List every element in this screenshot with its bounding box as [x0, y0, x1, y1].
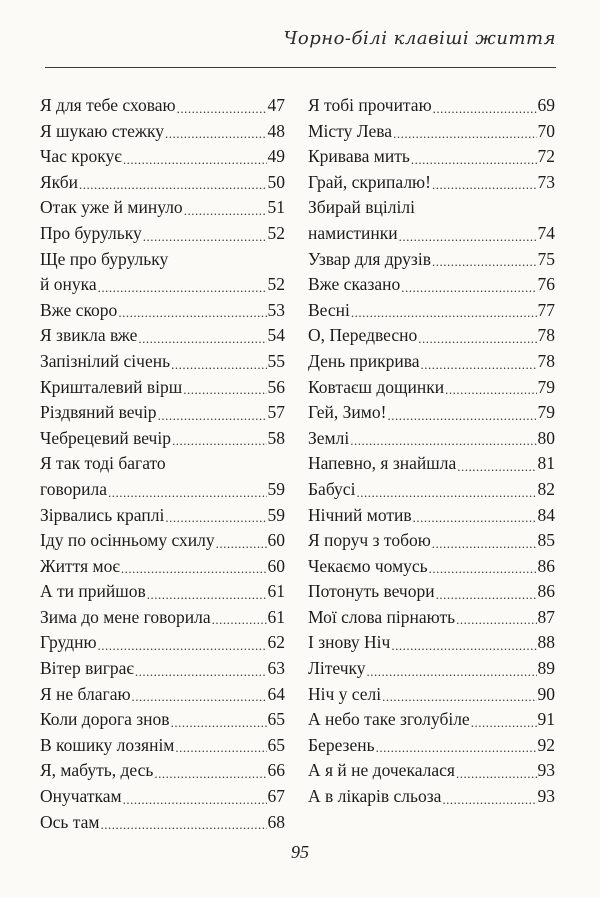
toc-entry-title: Я для тебе сховаю [40, 95, 176, 115]
toc-entry-page: 60 [267, 555, 285, 576]
toc-entry [308, 656, 555, 682]
toc-entry [308, 733, 555, 759]
dot-leader [471, 713, 537, 733]
toc-entry [40, 707, 285, 733]
toc-entry-title: Гей, Зимо! [308, 402, 387, 423]
dot-leader [367, 662, 537, 682]
toc-entry-page: 78 [537, 350, 555, 371]
dot-leader [387, 406, 536, 426]
toc-entry-title: говорила [40, 478, 108, 499]
toc-entry [40, 195, 285, 221]
toc-entry-title: Ніч у селі [308, 683, 382, 704]
toc-entry [308, 298, 555, 324]
dot-leader [138, 329, 266, 349]
toc-entry-page: 63 [267, 658, 285, 679]
dot-leader [147, 585, 267, 605]
dot-leader [123, 150, 267, 170]
dot-leader [432, 252, 537, 272]
toc-entry-title: Грай, скрипалю! [308, 171, 431, 192]
toc-entry-title: й онука [40, 274, 97, 295]
toc-entry-title: Ковтаєш дощинки [308, 376, 445, 397]
toc-entry-title: Отак уже й минуло [40, 197, 183, 218]
toc-entry-page: 80 [537, 427, 555, 448]
toc-entry-title: Про бурульку [40, 222, 142, 243]
dot-leader [118, 303, 266, 323]
toc-entry [40, 119, 285, 145]
toc-entry-page: 65 [267, 709, 285, 730]
toc-entry-title: Землі [308, 427, 350, 448]
toc-entry [308, 451, 555, 477]
toc-entry-page: 55 [267, 350, 285, 371]
toc-entry [40, 426, 285, 452]
toc-entry [40, 144, 285, 170]
toc-entry [40, 503, 285, 529]
toc-entry-page: 59 [267, 504, 285, 525]
toc-entry [308, 707, 555, 733]
toc-entry-title: Вже сказано [308, 274, 401, 295]
toc-entry-title: Нічний мотив [308, 504, 412, 525]
dot-leader [216, 534, 267, 554]
dot-leader [172, 431, 267, 451]
toc-entry-title: Якби [40, 171, 79, 192]
toc-entry-page: 61 [267, 581, 285, 602]
toc-entry-page: 86 [537, 555, 555, 576]
toc-entry-page: 61 [267, 606, 285, 627]
toc-entry-title: намистинки [308, 222, 398, 243]
toc-entry-page: 51 [267, 197, 285, 218]
toc-entry-page: 86 [537, 581, 555, 602]
toc-entry-page: 66 [267, 760, 285, 781]
toc-entry-page: 67 [267, 786, 285, 807]
toc-entry [308, 195, 555, 246]
toc-entry-page: 47 [267, 95, 285, 115]
toc-entry [308, 247, 555, 273]
toc-entry-page: 88 [537, 632, 555, 653]
dot-leader [433, 99, 537, 119]
toc-entry-page: 56 [267, 376, 285, 397]
toc-entry [40, 93, 285, 119]
toc-entry-title: Я звикла вже [40, 325, 138, 346]
dot-leader [98, 278, 267, 298]
toc-entry-title: Іду по осінньому схилу [40, 530, 215, 551]
dot-leader [171, 713, 267, 733]
toc-entry [40, 630, 285, 656]
toc-entry-title: Місту Лева [308, 120, 393, 141]
dot-leader [184, 201, 267, 221]
dot-leader [165, 124, 266, 144]
dot-leader [393, 124, 536, 144]
page-number: 95 [291, 842, 309, 862]
toc-entry-title: Мої слова пірнають [308, 606, 456, 627]
toc-entry-title: Потонуть вечори [308, 581, 435, 602]
dot-leader [108, 483, 266, 503]
dot-leader [79, 175, 266, 195]
toc-entry [308, 144, 555, 170]
dot-leader [418, 329, 536, 349]
dot-leader [391, 636, 536, 656]
toc-entry-title-line1: Збирай вцілілі [308, 197, 415, 218]
running-header: Чорно-білі клавіші життя [283, 28, 556, 49]
toc-entry [308, 272, 555, 298]
toc-entry [40, 375, 285, 401]
toc-entry-page: 93 [537, 786, 555, 807]
toc-entry [40, 579, 285, 605]
toc-entry-page: 59 [267, 478, 285, 499]
toc-entry [308, 323, 555, 349]
toc-entry [308, 682, 555, 708]
toc-entry-title: Я не благаю [40, 683, 131, 704]
dot-leader [98, 636, 267, 656]
toc-entry-page: 58 [267, 427, 285, 448]
dot-leader [154, 764, 266, 784]
dot-leader [442, 790, 536, 810]
toc-entry [40, 810, 285, 836]
toc-entry-page: 50 [267, 171, 285, 192]
toc-entry-page: 48 [267, 120, 285, 141]
toc-entry-title: Ось там [40, 811, 100, 832]
dot-leader [456, 764, 537, 784]
toc-entry-title: А небо таке зголубіле [308, 709, 470, 730]
toc-entry-title: Різдвяний вечір [40, 402, 157, 423]
dot-leader [123, 790, 267, 810]
dot-leader [436, 585, 537, 605]
toc-entry [40, 784, 285, 810]
toc-entry-title: Коли дорога знов [40, 709, 170, 730]
dot-leader [165, 508, 266, 528]
toc-entry-page: 54 [267, 325, 285, 346]
toc-entry-title: Узвар для друзів [308, 248, 431, 269]
toc-entry [308, 758, 555, 784]
toc-entry-title: Життя моє [40, 555, 120, 576]
toc-entry-page: 79 [537, 376, 555, 397]
toc-entry [308, 477, 555, 503]
toc-entry [308, 119, 555, 145]
toc-entry [308, 93, 555, 119]
toc-entry-title: Напевно, я знайшла [308, 453, 457, 474]
toc-entry-page: 74 [537, 222, 555, 243]
dot-leader [411, 150, 537, 170]
toc-entry-title: Березень [308, 734, 375, 755]
toc-entry [40, 656, 285, 682]
toc-entry-title: Час крокує [40, 146, 122, 167]
dot-leader [399, 227, 537, 247]
toc-entry-title: День прикрива [308, 350, 420, 371]
toc-entry [40, 349, 285, 375]
dot-leader [432, 534, 537, 554]
toc-entry-page: 49 [267, 146, 285, 167]
dot-leader [376, 738, 537, 758]
toc-entry-title: Кривава мить [308, 146, 410, 167]
dot-leader [177, 99, 267, 119]
toc-entry-page: 64 [267, 683, 285, 704]
toc-entry-title: Чебрецевий вечір [40, 427, 171, 448]
toc-entry-page: 60 [267, 530, 285, 551]
toc-entry-page: 79 [537, 402, 555, 423]
toc-entry-page: 82 [537, 478, 555, 499]
dot-leader [212, 610, 267, 630]
toc-entry [40, 451, 285, 502]
toc-entry [308, 400, 555, 426]
toc-entry-title: Запізнілий січень [40, 350, 171, 371]
toc-entry-page: 81 [537, 453, 555, 474]
toc-entry-page: 70 [537, 120, 555, 141]
toc-entry-title: Зима до мене говорила [40, 606, 211, 627]
dot-leader [121, 559, 267, 579]
toc-entry-page: 68 [267, 811, 285, 832]
dot-leader [413, 508, 537, 528]
toc-entry [40, 528, 285, 554]
toc-entry [40, 298, 285, 324]
toc-entry [40, 554, 285, 580]
toc-entry [308, 503, 555, 529]
dot-leader [158, 406, 267, 426]
dot-leader [382, 687, 536, 707]
toc-entry-title: Я поруч з тобою [308, 530, 431, 551]
toc-entry [40, 758, 285, 784]
toc-entry [40, 682, 285, 708]
toc-entry [40, 221, 285, 247]
toc-entry [308, 375, 555, 401]
toc-entry [40, 170, 285, 196]
toc-entry-title: Онучаткам [40, 786, 122, 807]
toc-entry-page: 73 [537, 171, 555, 192]
toc-entry-page: 93 [537, 760, 555, 781]
toc-entry-title: В кошику лозянім [40, 734, 175, 755]
toc-entry [308, 528, 555, 554]
toc-entry-title: А в лікарів сльоза [308, 786, 442, 807]
dot-leader [175, 738, 266, 758]
toc-column-left [40, 93, 285, 835]
dot-leader [132, 687, 267, 707]
toc-entry-page: 52 [267, 274, 285, 295]
toc-entry [40, 323, 285, 349]
toc-entry-page: 72 [537, 146, 555, 167]
toc-entry-title: Бабусі [308, 478, 356, 499]
dot-leader [429, 559, 537, 579]
toc-entry [308, 554, 555, 580]
toc-entry-title: Вже скоро [40, 299, 118, 320]
toc-entry [308, 426, 555, 452]
toc-entry-title: О, Передвесно [308, 325, 418, 346]
dot-leader [445, 380, 536, 400]
toc-entry-page: 84 [537, 504, 555, 525]
toc-entry-page: 57 [267, 402, 285, 423]
toc-entry-title: Я тобі прочитаю [308, 95, 432, 115]
dot-leader [171, 355, 266, 375]
toc-entry-page: 69 [537, 95, 555, 115]
toc-entry-page: 76 [537, 274, 555, 295]
toc-entry-title: Літечку [308, 658, 366, 679]
toc-entry-title: Грудню [40, 632, 97, 653]
toc-entry-title-line1: Я так тоді багато [40, 453, 166, 474]
toc-entry [308, 605, 555, 631]
toc-entry-title: Чекаємо чомусь [308, 555, 428, 576]
toc-entry [40, 605, 285, 631]
toc-entry-page: 52 [267, 222, 285, 243]
toc-entry-title: Вітер виграє [40, 658, 134, 679]
toc-entry [40, 733, 285, 759]
toc-entry-page: 53 [267, 299, 285, 320]
toc-entry [40, 400, 285, 426]
toc-entry-title-line1: Ще про бурульку [40, 248, 169, 269]
dot-leader [421, 355, 537, 375]
dot-leader [351, 303, 537, 323]
toc-entry-title: Кришталевий вірш [40, 376, 183, 397]
toc-entry-title: А ти прийшов [40, 581, 146, 602]
toc-entry-title: Весні [308, 299, 350, 320]
toc-entry [308, 349, 555, 375]
toc-entry [308, 630, 555, 656]
toc-entry-page: 75 [537, 248, 555, 269]
toc-entry-title: Зірвались краплі [40, 504, 165, 525]
toc-entry [308, 170, 555, 196]
toc-entry-title: Я шукаю стежку [40, 120, 165, 141]
toc-entry [308, 579, 555, 605]
dot-leader [183, 380, 266, 400]
dot-leader [143, 227, 267, 247]
toc-column-right [308, 93, 555, 810]
toc-entry-page: 89 [537, 658, 555, 679]
toc-entry [308, 784, 555, 810]
dot-leader [135, 662, 267, 682]
dot-leader [350, 431, 536, 451]
dot-leader [457, 457, 536, 477]
toc-entry-page: 78 [537, 325, 555, 346]
toc-entry-title: А я й не дочекалася [308, 760, 455, 781]
toc-entry [40, 247, 285, 298]
dot-leader [100, 815, 266, 835]
dot-leader [401, 278, 536, 298]
toc-entry-title: Я, мабуть, десь [40, 760, 154, 781]
toc-entry-page: 62 [267, 632, 285, 653]
toc-entry-page: 77 [537, 299, 555, 320]
toc-entry-title: І знову Ніч [308, 632, 391, 653]
dot-leader [432, 175, 537, 195]
header-rule [45, 67, 556, 68]
toc-entry-page: 92 [537, 734, 555, 755]
toc-entry-page: 65 [267, 734, 285, 755]
toc-entry-page: 85 [537, 530, 555, 551]
toc-entry-page: 87 [537, 606, 555, 627]
dot-leader [456, 610, 536, 630]
toc-entry-page: 90 [537, 683, 555, 704]
dot-leader [356, 483, 536, 503]
toc-entry-page: 91 [537, 709, 555, 730]
